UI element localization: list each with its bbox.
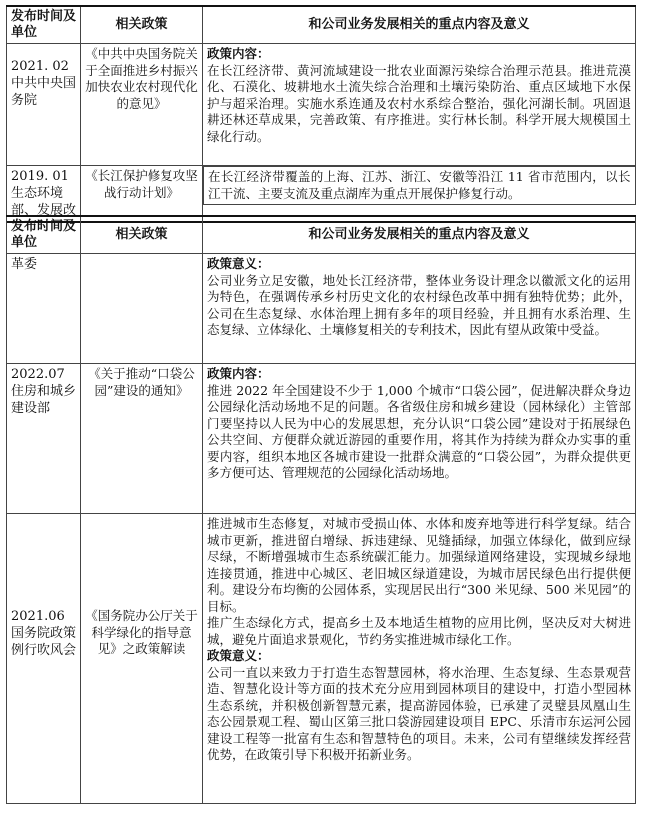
policy-cell: 《关于推动“口袋公园”建设的通知》 [81,364,203,514]
policy-cell [81,254,203,364]
header-date-unit: 发布时间及单位 [7,6,81,44]
policy-significance-label: 政策意义： [207,648,270,663]
policy-significance-text: 公司一直以来致力于打造生态智慧园林，将水治理、生态复绿、生态景观营造、智慧化设计等方面的技术充分应用到园林项目的建设中，打造小型园林生态系统，并积极创新智慧元素，提高游园体验，已承建了灵璧县凤凰山生态公园景观工程、蜀山区第三批口袋游园建设项目 EPC、乐清市东运河公园建设工程等一批富有生态和智慧特色的项目。未来，公司有望继续发挥经营优势，在政策引导下积极开拓新业务。 [207,664,631,762]
header-content: 和公司业务发展相关的重点内容及意义 [203,216,636,254]
policy-content-label: 政策内容： [207,46,270,61]
date-unit-cell: 革委 [7,254,81,364]
policy-significance-text: 公司业务立足安徽，地处长江经济带，整体业务设计理念以徽派文化的运用为特色，在强调传承乡村历史文化的农村绿色改革中拥有独特优势；此外，公司在生态复绿、水体治理上拥有多年的项目经验，并且拥有水系治理、生态复绿、立体绿化、土壤修复相关的专利技术，因此有望从政策中受益。 [207,272,631,337]
header-date-unit: 发布时间及单位 [7,216,81,254]
policy-cell: 《长江保护修复攻坚战行动计划》 [81,166,203,223]
policy-cell: 《中共中央国务院关于全面推进乡村振兴加快农业农村现代化的意见》 [81,44,203,166]
date-unit-cell: 2022.07 住房和城乡建设部 [7,364,81,514]
policy-table-part1 [6,5,636,223]
content-cell [203,514,636,804]
policy-content-text: 在长江经济带、黄河流域建设一批农业面源污染综合治理示范县。推进荒漠化、石漠化、坡耕地水土流失综合治理和土壤污染防治、重点区域地下水保护与超采治理。实施水系连通及农村水系综合整治，强化河湖长制。巩固退耕还林还草成果，完善政策、有序推进。实行林长制。科学开展大规模国土绿化行动。 [207,62,631,144]
content-cell [203,364,636,514]
header-policy: 相关政策 [81,6,203,44]
policy-content-text: 推进城市生态修复，对城市受损山体、水体和废弃地等进行科学复绿。结合城市更新，推进留白增绿、拆违建绿、见缝插绿，加强立体绿化，做到应绿尽绿，不断增强城市生态系统碳汇能力。加强绿道网络建设，实现城乡绿地连接贯通，推进中心城区、老旧城区绿道建设，为城市居民绿色出行提供便利。建设分布均衡的公园体系，实现居民出行“300 米见绿、500 米见园”的目标。 [207,516,631,614]
content-cell [203,44,636,166]
policy-content-text: 推广生态绿化方式，提高乡土及本地适生植物的应用比例，坚决反对大树进城，避免片面追求景观化，节约务实推进城市绿化工作。 [207,615,631,647]
date-unit-cell: 2021.06 国务院政策例行吹风会 [7,514,81,804]
content-cell: 在长江经济带覆盖的上海、江苏、浙江、安徽等沿江 11 省市范围内，以长江干流、主要支流及重点湖库为重点开展保护修复行动。 [203,166,636,205]
header-content: 和公司业务发展相关的重点内容及意义 [203,6,636,44]
policy-cell: 《国务院办公厅关于科学绿化的指导意见》之政策解读 [81,514,203,804]
date-unit-cell: 2021. 02 中共中央国务院 [7,44,81,166]
policy-content-text: 推进 2022 年全国建设不少于 1,000 个城市“口袋公园”，促进解决群众身边公园绿化活动场地不足的问题。各省级住房和城乡建设（园林绿化）主管部门要坚持以人民为中心的发展思想，充分认识“口袋公园”建设对于拓展绿色公共空间、方便群众就近游园的重要作用，将其作为持续为群众办实事的重要内容，组织本地区各城市建设一批群众满意的“口袋公园”，为群众提供更多方便可达、管理规范的公园绿化活动场地。 [207,382,631,480]
policy-significance-label: 政策意义： [207,256,270,271]
date-unit-cell: 2019. 01 生态环境部、发展改 [7,166,81,223]
header-policy: 相关政策 [81,216,203,254]
policy-table-part2 [6,215,636,804]
content-cell [203,254,636,364]
policy-content-label: 政策内容： [207,366,270,381]
